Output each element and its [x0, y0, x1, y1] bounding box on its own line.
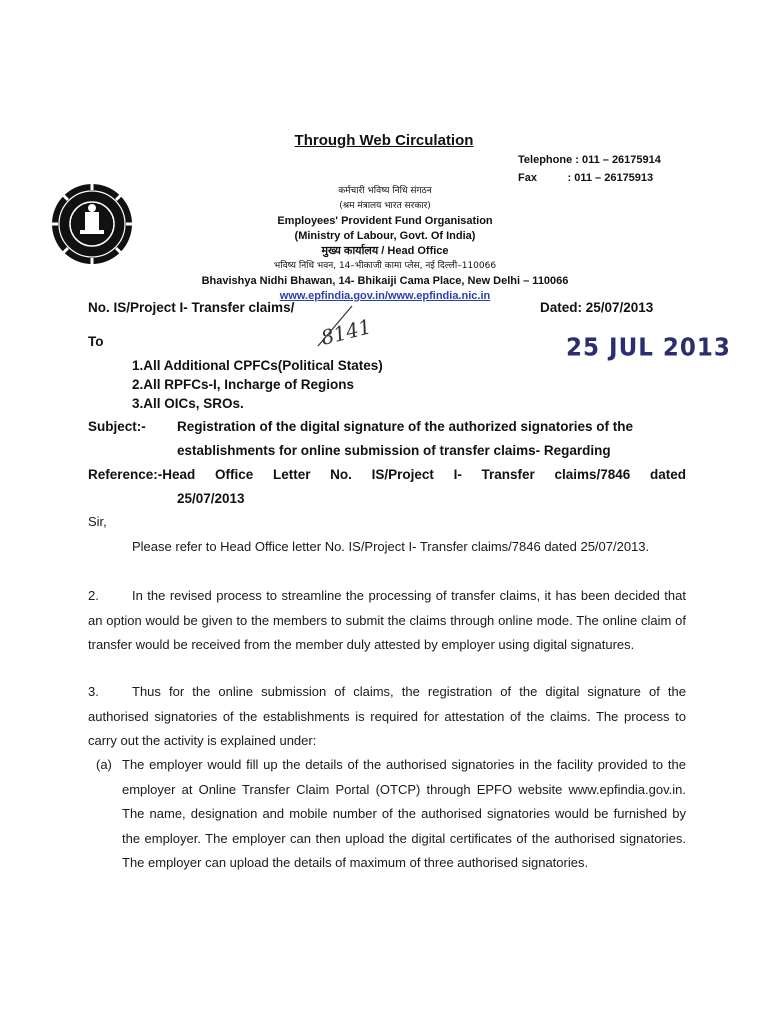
website-link[interactable]: www.epfindia.gov.in/www.epfindia.nic.in [279, 290, 491, 302]
subject-label: Subject:- [88, 419, 146, 434]
to-label: To [88, 334, 104, 349]
org-name: Employees' Provident Fund Organisation [277, 215, 493, 227]
paragraph-2-number: 2. [88, 588, 99, 603]
hindi-org-name: कर्मचारी भविष्य निधि संगठन [338, 186, 432, 196]
address: Bhavishya Nidhi Bhawan, 14- Bhikaiji Cama Place, New Delhi – 110066 [201, 275, 569, 287]
letter-number: No. IS/Project I- Transfer claims/ [88, 300, 295, 315]
handwritten-number-text: 8141 [318, 314, 374, 350]
item-a-label: (a) [96, 757, 112, 772]
salutation: Sir, [88, 514, 107, 529]
recipient-3: 3.All OICs, SROs. [132, 396, 244, 411]
recipient-2: 2.All RPFCs-I, Incharge of Regions [132, 377, 355, 392]
telephone: Telephone : 011 – 26175914 [518, 154, 661, 166]
head-office: मुख्य कार्यालय / Head Office [321, 245, 449, 257]
epfo-logo-icon [50, 182, 134, 266]
paragraph-3-text: Thus for the online submission of claims, the registration of the digital signature of the authorised signatories of the establishments is required for attestation of the claims. The process to carry out the activity is explained under: [88, 684, 686, 748]
paragraph-3 [88, 680, 686, 754]
received-date-stamp: 25 JUL 2013 [566, 333, 731, 363]
handwritten-number [312, 300, 382, 350]
paragraph-3-number: 3. [88, 684, 99, 699]
paragraph-2-text: In the revised process to streamline the processing of transfer claims, it has been decided that an option would be given to the members to submit the claims through online mode. The online claim of transfer would be received from the member duly attested by employer using digital signatures. [88, 588, 686, 652]
letter-date: Dated: 25/07/2013 [540, 300, 654, 315]
fax: Fax : 011 – 26175913 [518, 172, 654, 184]
subject-line-2: establishments for online submission of transfer claims- Regarding [177, 443, 611, 458]
circulation-heading: Through Web Circulation [294, 132, 474, 149]
hindi-ministry: (श्रम मंत्रालय भारत सरकार) [339, 201, 431, 211]
paragraph-1: Please refer to Head Office letter No. IS/Project I- Transfer claims/7846 dated 25/07/2013. [132, 539, 650, 554]
org-header-block [150, 184, 620, 304]
reference-line-2: 25/07/2013 [177, 491, 245, 506]
item-a [96, 753, 686, 876]
item-a-text: The employer would fill up the details of the authorised signatories in the facility provided to the employer at Online Transfer Claim Portal (OTCP) through EPFO website www.epfindia.gov.in. The name, designation and mobile number of the authorised signatories would be furnished by the employer. The employer can then upload the digital certificates of the authorised signatories. The employer can upload the details of maximum of three authorised signatories. [122, 757, 686, 870]
ministry: (Ministry of Labour, Govt. Of India) [294, 230, 476, 242]
subject-line-1: Registration of the digital signature of the authorized signatories of the [177, 419, 634, 434]
paragraph-2 [88, 584, 686, 658]
hindi-address: भविष्य निधि भवन, 14–भीकाजी कामा प्लेस, नई दिल्ली–110066 [273, 261, 497, 271]
recipient-1: 1.All Additional CPFCs(Political States) [132, 358, 383, 373]
reference-line-1: Reference:-Head Office Letter No. IS/Project I- Transfer claims/7846 dated [88, 467, 686, 482]
